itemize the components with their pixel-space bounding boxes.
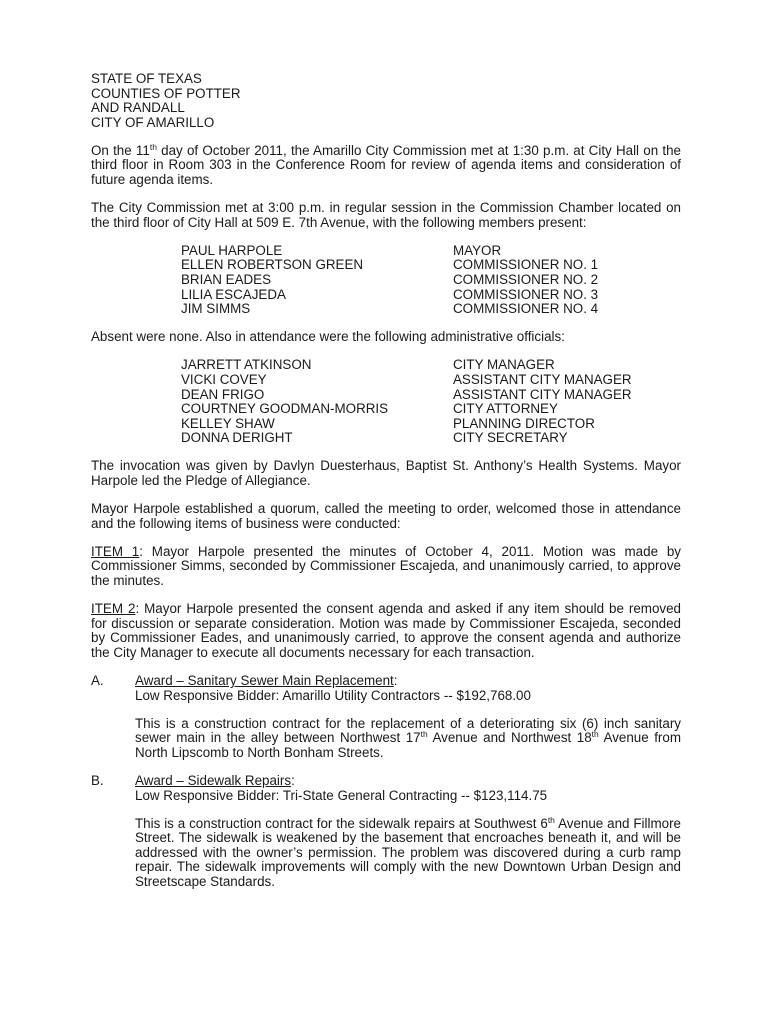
official-name: DEAN FRIGO: [181, 386, 265, 402]
quorum-paragraph: Mayor Harpole established a quorum, called the meeting to order, welcomed those in attendance and the following items of business were conducted:: [91, 501, 681, 531]
officials-roster: [181, 358, 651, 446]
member-title: COMMISSIONER NO. 2: [453, 272, 599, 288]
roster-row: [181, 244, 651, 259]
minutes-page: [91, 72, 681, 890]
intro-paragraph: On the 11th day of October 2011, the Amarillo City Commission met at 1:30 p.m. at City Hall on the third floor in Room 303 in the Conference Room for review of agenda items and consideration of future agenda items.: [91, 141, 681, 188]
roster-row: [181, 358, 651, 373]
item-2-label: ITEM 2: [91, 601, 136, 617]
document-header: [91, 72, 681, 130]
award-a-block: [91, 674, 681, 760]
member-name: BRIAN EADES: [181, 272, 272, 288]
member-name: JIM SIMMS: [181, 301, 251, 317]
item-1-label: ITEM 1: [91, 543, 140, 559]
award-a-letter: A.: [91, 673, 104, 688]
official-title: CITY ATTORNEY: [453, 401, 558, 417]
award-b-heading: Award – Sidewalk Repairs:: [135, 772, 295, 788]
header-counties-cont: AND RANDALL: [91, 100, 185, 116]
roster-row: [181, 431, 651, 446]
award-a-heading: Award – Sanitary Sewer Main Replacement:: [135, 673, 398, 688]
roster-row: [181, 417, 651, 432]
official-title: ASSISTANT CITY MANAGER: [453, 372, 632, 387]
roster-row: [181, 302, 651, 317]
item-1-paragraph: ITEM 1: Mayor Harpole presented the minutes of October 4, 2011. Motion was made by Commissioner Simms, seconded by Commissioner Escajeda, and unanimously carried, to approve the minutes.: [91, 543, 681, 589]
absent-paragraph: Absent were none. Also in attendance were the following administrative officials:: [91, 329, 565, 345]
award-b-block: [91, 774, 681, 890]
member-title: MAYOR: [453, 242, 502, 258]
official-title: ASSISTANT CITY MANAGER: [453, 386, 632, 402]
official-name: KELLEY SHAW: [181, 415, 275, 431]
award-a-title: Award – Sanitary Sewer Main Replacement: [135, 673, 394, 688]
official-name: VICKI COVEY: [181, 372, 267, 387]
member-title: COMMISSIONER NO. 3: [453, 286, 599, 302]
roster-row: [181, 373, 651, 388]
official-title: CITY MANAGER: [453, 357, 555, 373]
official-title: CITY SECRETARY: [453, 430, 568, 446]
member-title: COMMISSIONER NO. 4: [453, 301, 599, 317]
award-a-bidder: Low Responsive Bidder: Amarillo Utility Contractors -- $192,768.00: [135, 687, 531, 703]
member-name: LILIA ESCAJEDA: [181, 286, 286, 302]
official-name: COURTNEY GOODMAN-MORRIS: [181, 401, 389, 417]
member-name: ELLEN ROBERTSON GREEN: [181, 257, 364, 273]
award-b-letter: B.: [91, 772, 104, 788]
members-roster: [181, 244, 651, 317]
official-name: DONNA DERIGHT: [181, 430, 293, 446]
award-a-description: This is a construction contract for the replacement of a deteriorating six (6) inch sanitary sewer main in the alley between Northwest 17th Avenue and Northwest 18th Avenue from North Lipscomb to North Bonham Streets.: [135, 715, 681, 760]
roster-row: [181, 388, 651, 403]
roster-row: [181, 258, 651, 273]
session-paragraph: The City Commission met at 3:00 p.m. in regular session in the Commission Chamber located on the third floor of City Hall at 509 E. 7th Avenue, with the following members present:: [91, 200, 681, 230]
member-title: COMMISSIONER NO. 1: [453, 257, 599, 273]
header-state: STATE OF TEXAS: [91, 71, 202, 86]
roster-row: [181, 273, 651, 288]
member-name: PAUL HARPOLE: [181, 242, 283, 258]
roster-row: [181, 402, 651, 417]
roster-row: [181, 288, 651, 303]
award-b-bidder: Low Responsive Bidder: Tri-State General Contracting -- $123,114.75: [135, 787, 548, 803]
award-b-description: This is a construction contract for the sidewalk repairs at Southwest 6th Avenue and Fillmore Street. The sidewalk is weakened by the basement that encroaches beneath it, and will be addressed with the owner’s permission. The problem was discovered during a curb ramp repair. The sidewalk improvements will comply with the new Downtown Urban Design and Streetscape Standards.: [135, 814, 681, 890]
official-title: PLANNING DIRECTOR: [453, 415, 595, 431]
header-city: CITY OF AMARILLO: [91, 114, 215, 130]
official-name: JARRETT ATKINSON: [181, 357, 312, 373]
invocation-paragraph: The invocation was given by Davlyn Duesterhaus, Baptist St. Anthony’s Health Systems. Mayor Harpole led the Pledge of Allegiance.: [91, 458, 681, 489]
item-2-paragraph: ITEM 2: Mayor Harpole presented the consent agenda and asked if any item should be removed for discussion or separate consideration. Motion was made by Commissioner Escajeda, seconded by Commissioner Eades, and unanimously carried, to approve the consent agenda and authorize the City Manager to execute all documents necessary for each transaction.: [91, 601, 681, 660]
award-b-title: Award – Sidewalk Repairs: [135, 772, 292, 788]
header-counties: COUNTIES OF POTTER: [91, 85, 241, 101]
